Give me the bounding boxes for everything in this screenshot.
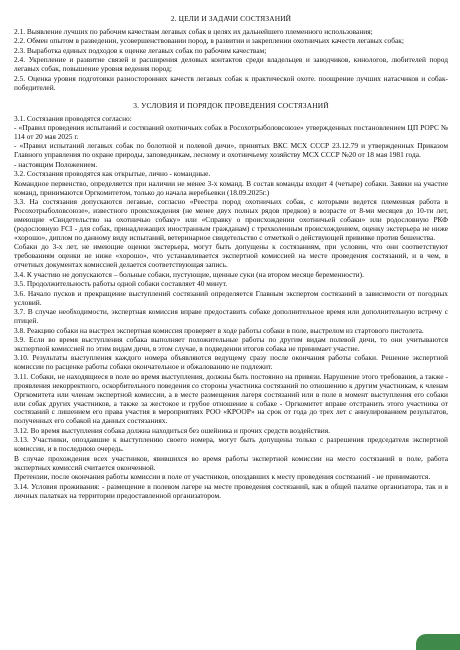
paragraph: 2.1. Выявление лучших по рабочим качествам легавых собак в целях их дальнейшего племенного использования; xyxy=(14,26,373,36)
paragraph: 3.14. Условия проживания: - размещение в полевом лагере на месте проведения состязаний, как в общей палатке организатора, так и в личных палатках на территории предоставленной организатором. xyxy=(14,481,448,500)
paragraph: 3.2. Состязания проводятся как открытые, лично - командные. xyxy=(14,169,211,179)
paragraph: 3.12. Во время выступления собака должна находиться без ошейника и прочих средств воздействия. xyxy=(14,425,330,435)
paragraph: - «Правил испытаний легавых собак по болотной и полевой дичи», принятых ВКС МСХ СССР 23.12.79 и утвержденных Приказом Главного управления по охране природы, заповедникам, лесному и охотничьему хозяйству МСХ СССР №20 от 18 мая 1981 года. xyxy=(14,141,448,160)
paragraph: 2.5. Оценка уровня подготовки разносторонних качеств легавых собак к практической охоте. поощрение лучших натасчиков и собак-победителей. xyxy=(14,73,448,92)
paragraph: 3.5. Продолжительность работы одной собаки составляет 40 минут. xyxy=(14,279,228,289)
section-3-heading: 3. УСЛОВИЯ И ПОРЯДОК ПРОВЕДЕНИЯ СОСТЯЗАНИЙ xyxy=(133,100,329,110)
paragraph: 3.8. Реакцию собаки на выстрел экспертная комиссия проверяет в ходе работы собаки в поле, выстрелом из стартового пистолета. xyxy=(14,325,424,335)
paragraph: 2.4. Укрепление и развитие связей и расширения деловых контактов среди владельцев и заводчиков, кинологов, любителей пород легавых собак, повышение уровня ведения пород; xyxy=(14,55,448,74)
paragraph: 3.3. На состязания допускаются легавые, согласно «Реестра пород охотничьих собак, с которыми ведется племенная работа в Росохотрыболовсоюзе», известного происхождения (не менее двух полных рядов предков) в возрасте от 8-ми месяцев до 10-ти лет, имеющие «Свидетельство на охотничью собаку» или «Справку о происхождении охотничьей собаки» или родословную РКФ (родословную FCI - для собак, принадлежащих иностранным гражданам) с трехколенным происхождением, оценку экстерьера не ниже «хорошо», диплом по данному виду испытаний, ветеринарное свидетельство с отметкой о действующей прививке против бешенства. xyxy=(14,197,448,242)
paragraph: 3.10. Результаты выступления каждого номера объявляются ведущему сразу после окончания работы собаки. Решение экспертной комиссии по расценке работы собаки окончательное и обжалованию не подлежит. xyxy=(14,353,448,372)
paragraph: Претензии, после окончания работы комиссии в поле от участников, опоздавших к месту проведения состязаний - не принимаются. xyxy=(14,472,431,482)
paragraph: 3.13. Участники, опоздавшие к выступлению своего номера, могут быть допущены только с разрешения председателя экспертной комиссии, и в последнюю очередь. xyxy=(14,435,448,454)
section-2-heading: 2. ЦЕЛИ И ЗАДАЧИ СОСТЯЗАНИЙ xyxy=(170,14,292,23)
paragraph: 3.11. Собаки, не находящиеся в поле во время выступления, должны быть постоянно на привязи. Нарушение этого требования, а также - проявления некорректного, оскорбительного поведения со стороны участника состязаний по отношению к другим участникам, к членам Оргкомитета или членам экспертной комиссии, а в месте размещения лагеря состязаний или в поле в момент выступления его собаки или собак других участников, а также за жестокое и грубое отношение к собаке - Оргкомитет вправе отстранить этого участника от состязаний с лишением его права участия в мероприятиях РОО «КРООР» на срок от года до трех лет с аннулированием результатов, полученных его собакой на данных состязаниях. xyxy=(14,371,448,426)
paragraph: 3.1. Состязания проводятся согласно: xyxy=(14,113,132,123)
corner-decoration xyxy=(416,634,460,650)
paragraph: - настоящим Положением. xyxy=(14,159,98,169)
paragraph: 3.6. Начало пусков и прекращение выступлений состязаний определяется Главным экспертом состязаний в зависимости от погодных условий. xyxy=(14,288,448,307)
paragraph: 3.9. Если во время выступления собака выполняет положительные работы по другим видам полевой дичи, то они учитываются экспертной комиссией по этим видам дичи, в этом случае, в подведении итогов собака не принимает участие. xyxy=(14,335,448,353)
paragraph: 3.4. К участию не допускаются – больные собаки, пустующие, щенные суки (на втором месяце беременности). xyxy=(14,269,364,279)
paragraph: 2.2. Обмен опытом в разведении, усовершенствовании пород, в развитии и закреплении охотничьих качеств легавых собак; xyxy=(14,36,404,46)
paragraph: Командное первенство, определяется при наличии не менее 3-х команд. В состав команды входит 4 (четыре) собаки. Заявки на участие команд, принимаются Оргкомитетом, только до начала жеребьевки (18.09.2025г.) xyxy=(14,178,448,197)
paragraph: 2.3. Выработка единых подходов к оценке легавых собак по рабочим качествам; xyxy=(14,45,267,55)
paragraph: - «Правил проведения испытаний и состязаний охотничьих собак в Росохотрыболовсоюзе» утвержденных постановлением ЦП РОРС № 114 от 20 мая 2025 г. xyxy=(14,123,448,141)
paragraph: 3.7. В случае необходимости, экспертная комиссия вправе предоставить собаке дополнительное время или дополнительную встречу с птицей. xyxy=(14,307,448,325)
section-2-body xyxy=(14,28,448,93)
section-3-body xyxy=(14,115,448,501)
paragraph: Собаки до 3-х лет, не имеющие оценки экстерьера, могут быть допущены к состязаниям, при условии, что они соответствуют требованиям оценки не ниже «хорошо», что устанавливается экспертной комиссией на месте проведения состязаний, и в чем, в отчетных документах комиссией делается соответствующая запись. xyxy=(14,242,448,270)
document-page xyxy=(14,14,448,644)
paragraph: В случае прохождения всех участников, явившихся во время работы экспертной комиссии на место состязаний в поле, работа экспертных комиссий считается оконченной. xyxy=(14,453,448,472)
